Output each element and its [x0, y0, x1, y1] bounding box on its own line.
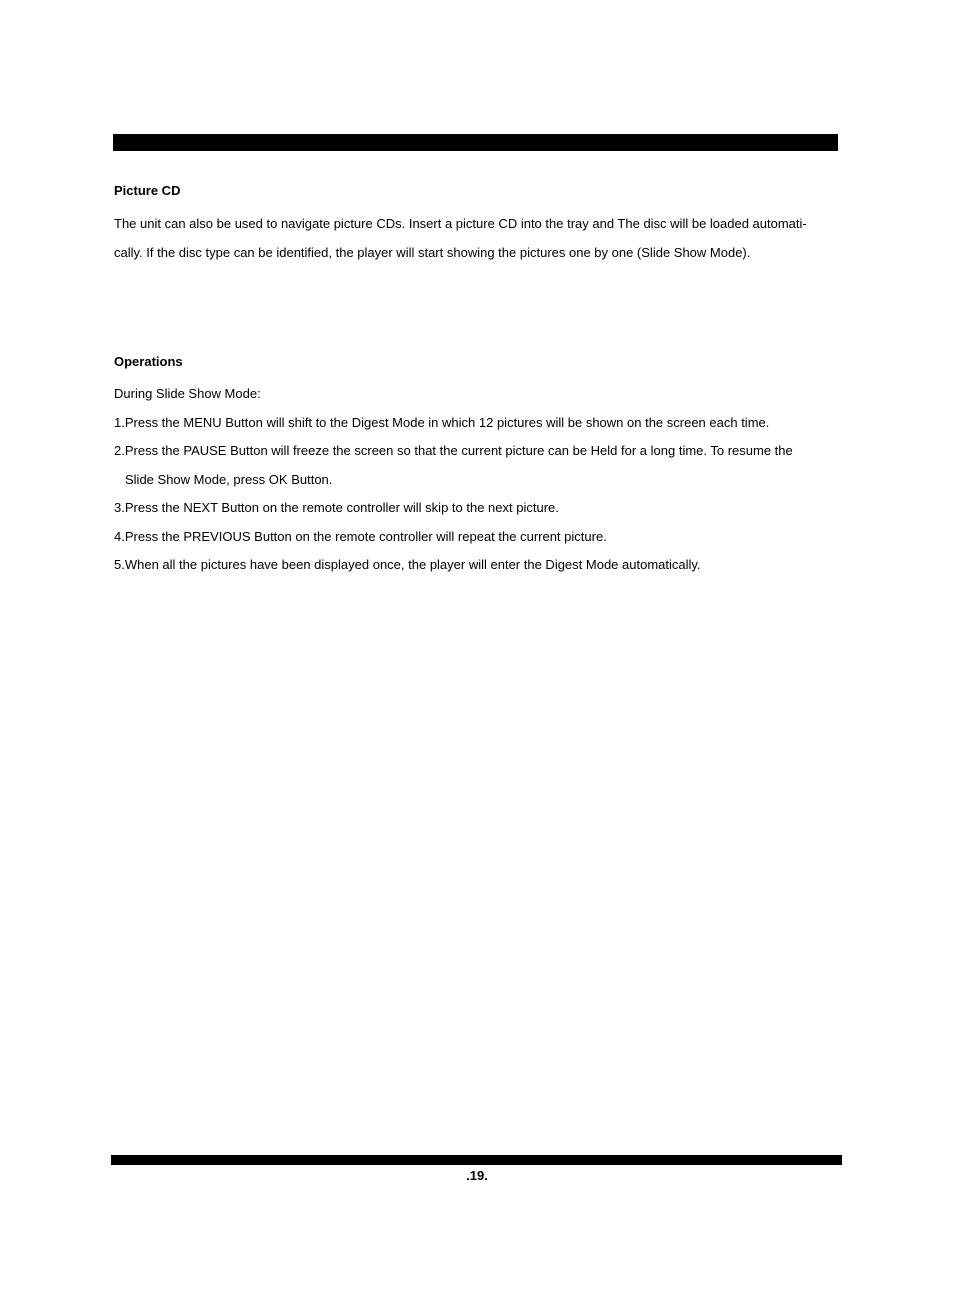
- section-operations: [114, 353, 844, 580]
- section-heading-operations: Operations: [114, 354, 183, 369]
- operations-item-4: 4.Press the PREVIOUS Button on the remote controller will repeat the current picture.: [114, 528, 607, 544]
- operations-item-1: 1.Press the MENU Button will shift to the Digest Mode in which 12 pictures will be shown on the screen each time.: [114, 414, 770, 430]
- footer-rule: [111, 1155, 842, 1165]
- operations-item-5: 5.When all the pictures have been displayed once, the player will enter the Digest Mode automatically.: [114, 557, 701, 572]
- operations-item-3: 3.Press the NEXT Button on the remote controller will skip to the next picture.: [114, 500, 559, 515]
- operations-lead: During Slide Show Mode:: [114, 386, 261, 401]
- paragraph-line: The unit can also be used to navigate picture CDs. Insert a picture CD into the tray and The disc will be loaded automati-: [114, 216, 807, 231]
- header-rule: [113, 134, 838, 151]
- section-heading-picture-cd: Picture CD: [114, 183, 181, 198]
- operations-item-2: 2.Press the PAUSE Button will freeze the screen so that the current picture can be Held for a long time. To resume the: [114, 443, 793, 458]
- paragraph-line: cally. If the disc type can be identified, the player will start showing the pictures one by one (Slide Show Mode).: [114, 244, 751, 260]
- operations-item-2-continued: Slide Show Mode, press OK Button.: [125, 471, 333, 487]
- section-picture-cd: [114, 182, 844, 267]
- page-number: .19.: [466, 1168, 488, 1183]
